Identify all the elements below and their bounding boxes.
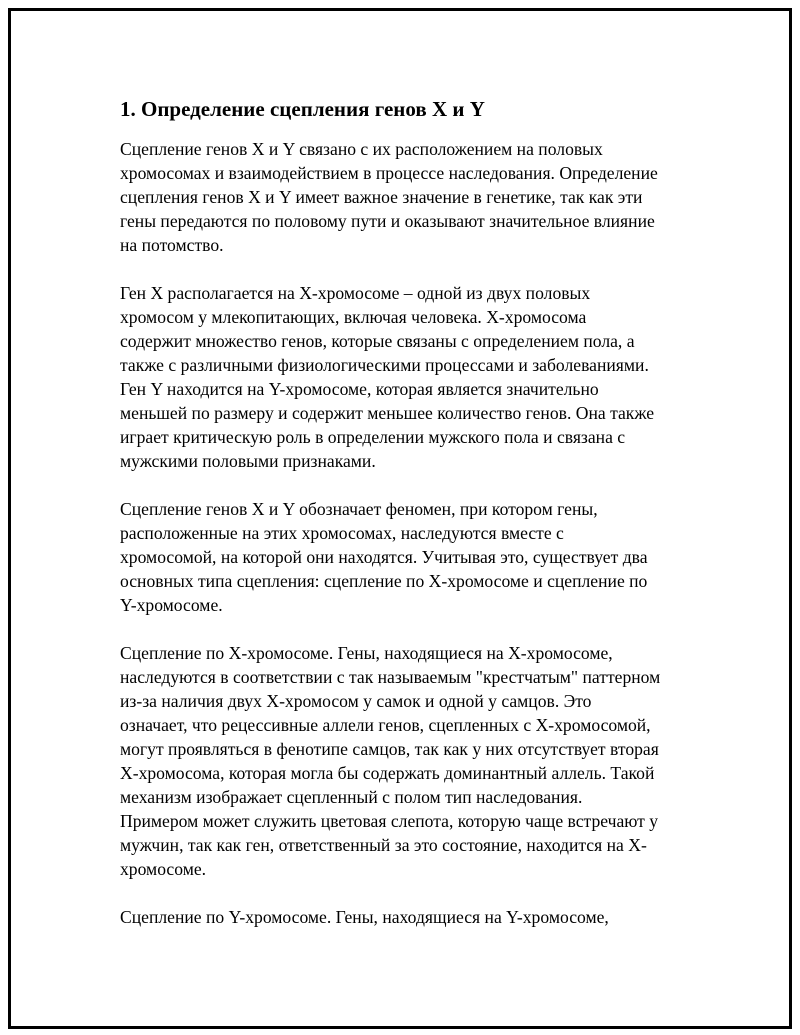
text-line: хромосом у млекопитающих, включая человека. X-хромосома: [120, 307, 587, 327]
text-line: X-хромосома, которая могла бы содержать доминантный аллель. Такой: [120, 763, 655, 783]
text-line: хромосомой, на которой они находятся. Учитывая это, существует два: [120, 547, 648, 567]
section-heading: 1. Определение сцепления генов X и Y: [120, 97, 485, 121]
text-line: Сцепление генов X и Y связано с их расположением на половых: [120, 139, 603, 159]
text-line: Ген Y находится на Y-хромосоме, которая является значительно: [120, 379, 599, 399]
text-line: гены передаются по половому пути и оказывают значительное влияние: [120, 211, 655, 231]
paragraph: [120, 137, 710, 257]
text-line: меньшей по размеру и содержит меньшее количество генов. Она также: [120, 403, 655, 423]
paragraph: [120, 641, 710, 881]
document-body: [120, 95, 710, 953]
text-line: хромосоме.: [120, 859, 207, 879]
text-line: Y-хромосоме.: [120, 595, 223, 615]
paragraph-container: [120, 137, 710, 929]
text-line: Сцепление по Y-хромосоме. Гены, находящиеся на Y-хромосоме,: [120, 907, 609, 927]
text-line: Сцепление по X-хромосоме. Гены, находящиеся на X-хромосоме,: [120, 643, 613, 663]
text-line: играет критическую роль в определении мужского пола и связана с: [120, 427, 626, 447]
text-line: могут проявляться в фенотипе самцов, так как у них отсутствует вторая: [120, 739, 659, 759]
text-line: из-за наличия двух X-хромосом у самок и одной у самцов. Это: [120, 691, 592, 711]
paragraph: [120, 497, 710, 617]
text-line: Примером может служить цветовая слепота, которую чаще встречают у: [120, 811, 659, 831]
page-frame: [8, 8, 792, 1029]
text-line: наследуются в соответствии с так называемым "крестчатым" паттерном: [120, 667, 661, 687]
text-line: означает, что рецессивные аллели генов, сцепленных с X-хромосомой,: [120, 715, 651, 735]
text-line: основных типа сцепления: сцепление по X-хромосоме и сцепление по: [120, 571, 648, 591]
text-line: сцепления генов X и Y имеет важное значение в генетике, так как эти: [120, 187, 643, 207]
text-line: хромосомах и взаимодействием в процессе наследования. Определение: [120, 163, 658, 183]
text-line: Ген X располагается на X-хромосоме – одной из двух половых: [120, 283, 591, 303]
paragraph: [120, 281, 710, 473]
text-line: мужскими половыми признаками.: [120, 451, 376, 471]
text-line: также с различными физиологическими процессами и заболеваниями.: [120, 355, 649, 375]
paragraph: [120, 905, 710, 929]
text-line: Сцепление генов X и Y обозначает феномен, при котором гены,: [120, 499, 598, 519]
text-line: содержит множество генов, которые связаны с определением пола, а: [120, 331, 635, 351]
text-line: механизм изображает сцепленный с полом тип наследования.: [120, 787, 583, 807]
text-line: мужчин, так как ген, ответственный за это состояние, находится на X-: [120, 835, 647, 855]
text-line: расположенные на этих хромосомах, наследуются вместе с: [120, 523, 564, 543]
text-line: на потомство.: [120, 235, 224, 255]
